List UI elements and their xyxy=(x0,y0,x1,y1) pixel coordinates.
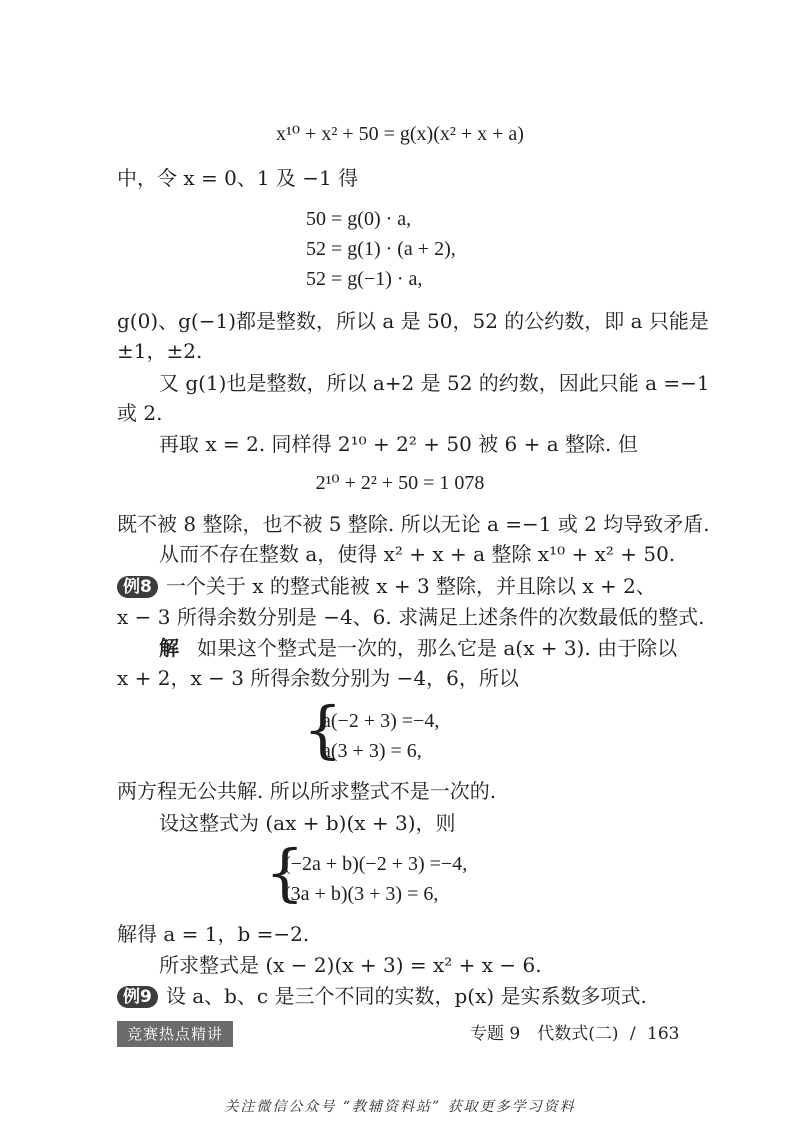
example-8-line xyxy=(117,574,656,598)
example-9-text: 设 a、b、c 是三个不同的实数，p(x) 是实系数多项式. xyxy=(165,984,647,1008)
paragraph: 解得 a = 1，b =−2. xyxy=(117,922,310,946)
system-line: 52 = g(1) · (a + 2), xyxy=(306,238,456,260)
equation: 2¹⁰ + 2² + 50 = 1 078 xyxy=(315,472,485,494)
solution-text: 如果这个整式是一次的，那么它是 a(x + 3). 由于除以 xyxy=(197,636,678,660)
system-line: 50 = g(0) · a, xyxy=(306,208,412,230)
example-8-badge: 例8 xyxy=(117,576,158,598)
topic-title: 专题 9 代数式(二) xyxy=(470,1024,619,1044)
footer-separator: / xyxy=(629,1024,636,1044)
system-line: a(3 + 3) = 6, xyxy=(322,740,422,762)
solution-label: 解 xyxy=(159,636,179,660)
watermark-text: 关注微信公众号 “教辅资料站” 获取更多学习资料 xyxy=(224,1099,576,1115)
paragraph: 两方程无公共解. 所以所求整式不是一次的. xyxy=(117,779,497,803)
left-brace: { xyxy=(265,836,305,909)
paragraph: 设这整式为 (ax + b)(x + 3)，则 xyxy=(159,811,456,835)
solution-line xyxy=(159,636,677,660)
example-8-text: 一个关于 x 的整式能被 x + 3 整除，并且除以 x + 2、 xyxy=(165,574,656,598)
paragraph: 中，令 x = 0、1 及 −1 得 xyxy=(117,166,359,190)
paragraph: 或 2. xyxy=(117,401,163,425)
section-tag: 竞赛热点精讲 xyxy=(117,1021,233,1047)
equation-main: x¹⁰ + x² + 50 = g(x)(x² + x + a) xyxy=(276,123,524,145)
example-9-badge: 例9 xyxy=(117,986,158,1008)
paragraph: ±1，±2. xyxy=(117,339,203,363)
system-line: (3a + b)(3 + 3) = 6, xyxy=(284,883,439,905)
system-line: a(−2 + 3) =−4, xyxy=(322,710,440,732)
system-line: (−2a + b)(−2 + 3) =−4, xyxy=(284,853,468,875)
paragraph: g(0)、g(−1)都是整数，所以 a 是 50，52 的公约数，即 a 只能是 xyxy=(117,309,709,333)
paragraph: 既不被 8 整除，也不被 5 整除. 所以无论 a =−1 或 2 均导致矛盾. xyxy=(117,512,710,536)
paragraph: x + 2，x − 3 所得余数分别为 −4，6，所以 xyxy=(117,666,519,690)
example-9-line xyxy=(117,984,647,1008)
page-number: 163 xyxy=(647,1024,680,1044)
paragraph: 从而不存在整数 a，使得 x² + x + a 整除 x¹⁰ + x² + 50. xyxy=(159,542,676,566)
paragraph: 又 g(1)也是整数，所以 a+2 是 52 的约数，因此只能 a =−1 xyxy=(159,371,710,395)
left-brace: { xyxy=(303,693,343,766)
page-footer xyxy=(470,1021,679,1047)
system-line: 52 = g(−1) · a, xyxy=(306,268,423,290)
paragraph: 所求整式是 (x − 2)(x + 3) = x² + x − 6. xyxy=(159,953,542,977)
paragraph: x − 3 所得余数分别是 −4、6. 求满足上述条件的次数最低的整式. xyxy=(117,605,705,629)
paragraph: 再取 x = 2. 同样得 2¹⁰ + 2² + 50 被 6 + a 整除. 但 xyxy=(159,432,638,456)
